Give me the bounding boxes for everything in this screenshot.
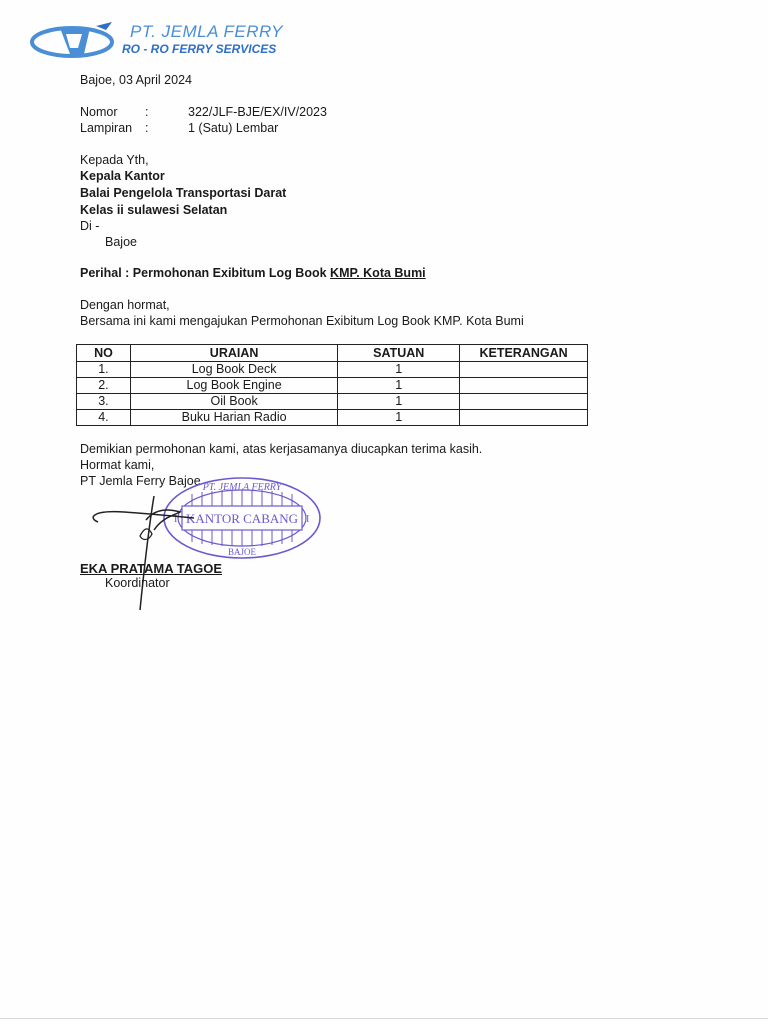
recipient-location: Bajoe	[105, 235, 137, 249]
subject-vessel: KMP. Kota Bumi	[330, 266, 426, 280]
recipient-line-1: Kepala Kantor	[80, 169, 165, 183]
nomor-label: Nomor	[80, 105, 118, 119]
intro-paragraph: Bersama ini kami mengajukan Permohonan Exibitum Log Book KMP. Kota Bumi	[80, 314, 524, 328]
cell-keterangan	[460, 394, 588, 410]
nomor-separator: :	[145, 105, 149, 119]
cell-satuan: 1	[338, 362, 460, 378]
header-satuan: SATUAN	[338, 345, 460, 362]
svg-text:I: I	[306, 514, 310, 525]
header-uraian: URAIAN	[130, 345, 337, 362]
table-row	[77, 362, 588, 378]
cell-uraian: Oil Book	[130, 394, 337, 410]
stamp-bottom-text: BAJOE	[227, 547, 257, 557]
lampiran-separator: :	[145, 121, 149, 135]
cell-keterangan	[460, 378, 588, 394]
cell-uraian: Log Book Engine	[130, 378, 337, 394]
signatory-name: EKA PRATAMA TAGOE	[80, 561, 223, 576]
company-signoff: PT Jemla Ferry Bajoe	[80, 474, 201, 488]
cell-uraian: Buku Harian Radio	[130, 410, 337, 426]
cell-no: 4.	[77, 410, 131, 426]
company-logo-icon	[30, 20, 122, 64]
stamp-center-text: KANTOR CABANG	[185, 511, 299, 526]
company-name: PT. JEMLA FERRY	[130, 22, 283, 41]
lampiran-label: Lampiran	[80, 121, 133, 135]
handwritten-signature-icon	[84, 490, 244, 620]
closing-paragraph: Demikian permohonan kami, atas kerjasamanya diucapkan terima kasih.	[80, 442, 483, 456]
cell-satuan: 1	[338, 394, 460, 410]
table-header-row	[77, 345, 588, 362]
page-bottom-edge	[0, 1018, 768, 1019]
table-row	[77, 394, 588, 410]
subject-prefix: Perihal : Permohonan Exibitum Log Book	[80, 266, 327, 280]
letterhead	[30, 20, 310, 62]
recipient-greeting: Kepada Yth,	[80, 153, 149, 167]
salutation: Dengan hormat,	[80, 298, 170, 312]
recipient-line-2: Balai Pengelola Transportasi Darat	[80, 186, 287, 200]
stamp-top-text: PT. JEMLA FERRY	[202, 482, 282, 493]
cell-keterangan	[460, 362, 588, 378]
cell-no: 3.	[77, 394, 131, 410]
header-keterangan: KETERANGAN	[460, 345, 588, 362]
cell-satuan: 1	[338, 378, 460, 394]
cell-no: 1.	[77, 362, 131, 378]
recipient-line-3: Kelas ii sulawesi Selatan	[80, 203, 228, 217]
table-row	[77, 410, 588, 426]
signatory-title: Koordinator	[105, 576, 170, 590]
cell-satuan: 1	[338, 410, 460, 426]
letter-date: 03 April 2024	[119, 73, 192, 87]
cell-keterangan	[460, 410, 588, 426]
items-table	[76, 344, 588, 426]
recipient-di: Di -	[80, 219, 100, 233]
table-row	[77, 378, 588, 394]
nomor-value: 322/JLF-BJE/EX/IV/2023	[188, 105, 327, 119]
cell-no: 2.	[77, 378, 131, 394]
cell-uraian: Log Book Deck	[130, 362, 337, 378]
subject	[80, 266, 426, 280]
place: Bajoe,	[80, 73, 116, 87]
svg-text:I: I	[174, 514, 178, 525]
company-tagline: RO - RO FERRY SERVICES	[122, 42, 277, 56]
regards: Hormat kami,	[80, 458, 155, 472]
lampiran-value: 1 (Satu) Lembar	[188, 121, 279, 135]
header-no: NO	[77, 345, 131, 362]
